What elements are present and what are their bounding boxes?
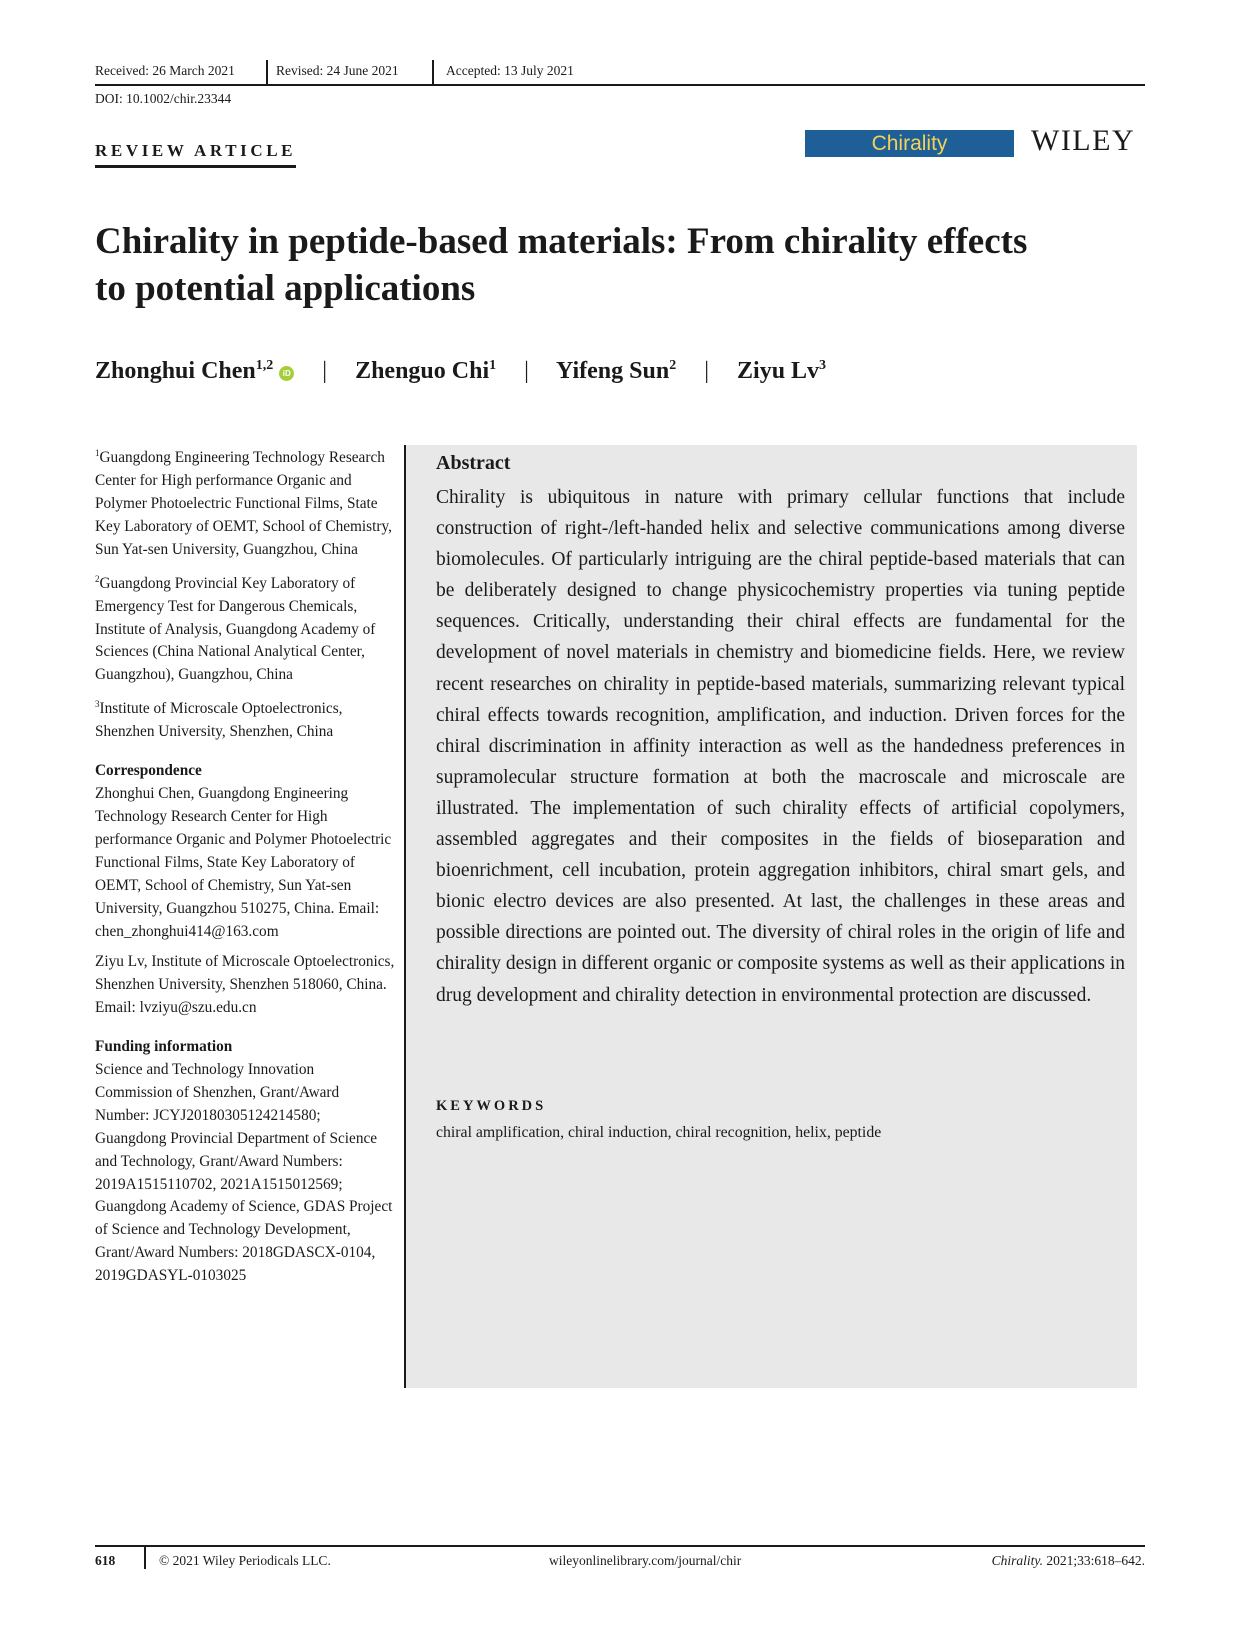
publication-history	[95, 60, 1145, 86]
funding-heading: Funding information	[95, 1038, 233, 1056]
affiliation-number: 1	[95, 448, 100, 458]
author-affiliation-sup: 3	[819, 358, 827, 373]
article-title	[95, 218, 1145, 312]
citation-journal: Chirality.	[991, 1553, 1043, 1568]
affiliation-number: 3	[95, 699, 100, 710]
abstract-text: Chirality is ubiquitous in nature with primary cellular functions that include construction of right-/left-handed helix and selective communications among diverse biomolecules. Of particularly intriguing are the chiral peptide-based materials that can be deliberately designed to change physicochemistry properties via tuning peptide sequences. Critically, understanding their chiral effects are fundamental for the development of novel materials in chemistry and biomedicine fields. Here, we review recent researches on chirality in peptide-based materials, summarizing relevant typical chiral effects towards recognition, amplification, and induction. Driven forces for the chiral discrimination in affinity interaction as well as the handedness preferences in supramolecular structure formation at both the macroscale and microscale are illustrated. The implementation of such chirality effects of artificial copolymers, assembled aggregates and their composites in the fields of bioseparation and bioenrichment, cell incubation, protein aggregation inhibitors, chiral smart gels, and bionic electro devices are also presented. At last, the challenges in these areas and possible directions are pointed out. The diversity of chiral roles in the origin of life and chirality design in different organic or composite systems as well as their applications in drug development and chirality detection in environmental protection are discussed.	[436, 487, 1125, 1006]
page-number: 618	[95, 1553, 116, 1568]
history-divider	[432, 60, 434, 84]
author-affiliation-sup: 2	[669, 358, 677, 373]
abstract-heading: Abstract	[436, 452, 511, 474]
copyright: © 2021 Wiley Periodicals LLC.	[159, 1553, 331, 1568]
author-separator: |	[524, 358, 529, 384]
funding-text: Science and Technology Innovation Commission of Shenzhen, Grant/Award Number: JCYJ20180305124214580; Guangdong Provincial Department of Science and Technology, Grant/Award Numbers: 2019A1515110702, 2021A1515012569; Guangdong Academy of Science, GDAS Project of Science and Technology Development, Grant/Award Numbers: 2018GDASCX-0104, 2019GDASYL-0103025	[95, 1061, 393, 1285]
correspondence-entry: Zhonghui Chen, Guangdong Engineering Technology Research Center for High performance Organic and Polymer Photoelectric Functional Films, State Key Laboratory of OEMT, School of Chemistry, Sun Yat-sen University, Guangzhou 510275, China. Email: chen_zhonghui414@163.com	[95, 785, 392, 940]
journal-url[interactable]: wileyonlinelibrary.com/journal/chir	[549, 1553, 742, 1568]
affiliation-text: Guangdong Provincial Key Laboratory of Emergency Test for Dangerous Chemicals, Institute of Analysis, Guangdong Academy of Sciences (China National Analytical Center, Guangzhou), Guangzhou, China	[95, 574, 376, 684]
correspondence-heading: Correspondence	[95, 762, 202, 780]
abstract-divider	[404, 445, 406, 1388]
orcid-icon[interactable]: iD	[279, 366, 294, 381]
author-affiliation-sup: 1	[489, 358, 497, 373]
author-separator: |	[704, 358, 710, 384]
author-affiliation-sup: 1,2	[255, 358, 274, 373]
author-list	[95, 358, 826, 385]
affiliation-text: Institute of Microscale Optoelectronics, Shenzhen University, Shenzhen, China	[95, 700, 343, 741]
publisher-logo: WILEY	[1031, 124, 1136, 157]
citation-details: 2021;33:618–642.	[1042, 1553, 1145, 1568]
revised-date: Revised: 24 June 2021	[276, 63, 399, 78]
affiliation	[95, 693, 395, 744]
correspondence-entry: Ziyu Lv, Institute of Microscale Optoelectronics, Shenzhen University, Shenzhen 518060, China. Email: lvziyu@szu.edu.cn	[95, 953, 395, 1017]
title-line-1: Chirality in peptide-based materials: From chirality effects	[95, 221, 1028, 262]
affiliation-text: Guangdong Engineering Technology Research Center for High performance Organic and Polymer Photoelectric Functional Films, State Key Laboratory of OEMT, School of Chemistry, Sun Yat-sen University, Guangzhou, China	[95, 449, 392, 558]
affiliation-number: 2	[95, 573, 100, 584]
article-sidebar	[95, 442, 395, 1296]
received-date: Received: 26 March 2021	[95, 63, 235, 78]
affiliation	[95, 568, 395, 688]
keywords-heading: KEYWORDS	[436, 1098, 547, 1114]
affiliation	[95, 442, 395, 562]
history-divider	[266, 60, 268, 84]
footer-rule	[95, 1545, 1145, 1547]
article-type: REVIEW ARTICLE	[95, 141, 296, 168]
keywords-text: chiral amplification, chiral induction, chiral recognition, helix, peptide	[436, 1124, 882, 1141]
footer-divider	[144, 1547, 146, 1569]
accepted-date: Accepted: 13 July 2021	[446, 63, 574, 78]
journal-logo: Chirality	[805, 130, 1014, 157]
title-line-2: to potential applications	[95, 268, 476, 309]
author-name: Zhenguo Chi	[355, 358, 490, 384]
author-name: Yifeng Sun	[556, 358, 670, 384]
author-separator: |	[322, 358, 328, 384]
doi[interactable]: DOI: 10.1002/chir.23344	[95, 91, 232, 106]
author-name: Zhonghui Chen	[95, 358, 256, 384]
citation	[992, 1553, 1145, 1569]
author-name: Ziyu Lv	[737, 358, 820, 384]
